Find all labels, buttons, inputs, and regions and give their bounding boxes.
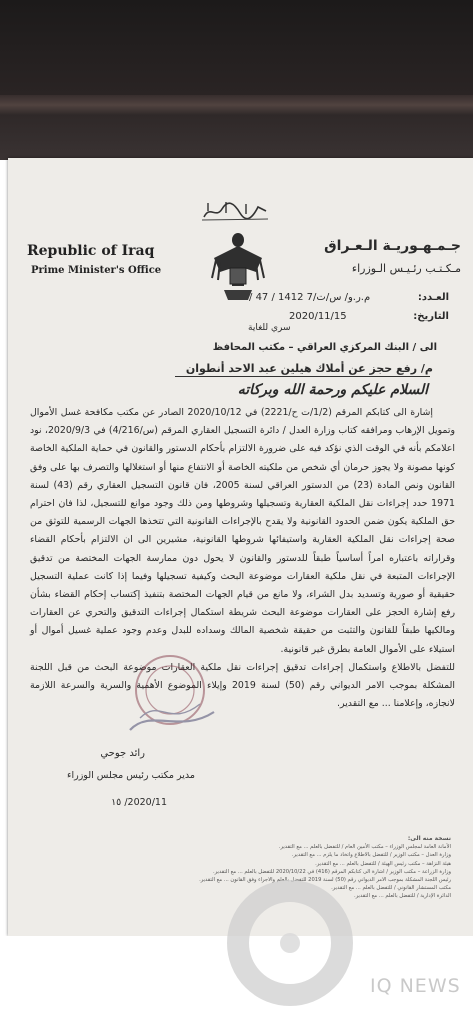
- copies-to-line: وزارة العدل – مكتب الوزير / للتفضل بالاطلاع واتخاذ ما يلزم ... مع التقدير.: [291, 852, 451, 859]
- reference-date-row: [249, 311, 449, 322]
- signature-date: 2020/11/ ١٥: [111, 797, 167, 808]
- header-office-ar: مـكـتـب رئـيـس الـوزراء: [351, 262, 461, 275]
- copies-to-heading: نسخة منه الى:: [407, 835, 451, 842]
- copies-to-line: وزارة الزراعة – مكتب الوزير / اشارة الى كتابكم المرقم (416) في 2020/10/22 للتفضل بالعلم ... مع التقدير.: [213, 868, 451, 875]
- header-country-en: Republic of Iraq: [27, 243, 155, 259]
- signatory-name: رائد جوحي: [100, 748, 145, 759]
- watermark-brand: IQ NEWS: [370, 975, 461, 997]
- reference-number-value: م.ر.و/ س/ت/7 1412 / 47 /: [249, 292, 371, 303]
- subject-line: م/ رفع حجز عن أملاك هيلين عبد الاحد أنطوان: [185, 362, 433, 375]
- copies-to-line: الأمانة العامة لمجلس الوزراء – مكتب الأمين العام / للتفضل بالعلم ... مع التقدير.: [278, 844, 451, 851]
- letter-body: [30, 404, 455, 713]
- addressee-line: الى / البنك المركزي العراقي – مكتب المحافظ: [212, 342, 437, 353]
- header-office-en: Prime Minister's Office: [31, 265, 162, 276]
- subject-underline: [175, 376, 430, 377]
- iq-news-logo-icon: [220, 873, 360, 1013]
- basmala-calligraphy: [200, 199, 270, 223]
- reference-date-label: التاريخ:: [413, 311, 449, 322]
- body-paragraph: إشارة الى كتابكم المرقم (1/2/ت ح/2221) في 2020/10/12 الصادر عن مكتب مكافحة غسل الأموال وتمويل الإرهاب ومرافقه كتاب وزارة العدل / دائرة التسجيل العقاري المرقم (س/4/216) في 2020/9/3، نود اعلامكم بأنه في الوقت الذي نؤكد فيه على ضرورة الالتزام بأحكام الدستور والقانون في حماية الملكية الخاصة كونها مصونة ولا يجوز حرمان أي شخص من ملكيته الخاصة أو الانتفاع منها أو استغلالها والتصرف بها على وفق القانون ونص المادة (23) من الدستور العراقي لسنة 2005، فان قانون التسجيل العقاري رقم (43) لسنة 1971 حدد إجراءات نقل الملكية العقارية وتسجيلها وشروطها ومن ذلك وجود موانع للتسجيل، لذا فان احترام حق الملكية يكون ضمن الحدود القانونية ولا يقدح بالإجراءات القانونية التي تتخذها الجهات الرسمية للتوثق من صحة إجراءات نقل الملكية العقارية واستيفائها شروطها القانونية، مشيرين الى ان الالتزام بأحكام القضاء وقراراته باعتباره امراً أساسياً طبقاً للدستور والقانون لا يحول دون ممارسة الجهات المختصة من تدقيق الإجراءات المتبعة في نقل ملكية العقارات موضوعة البحث وكيفية تسجيلها وفيما إذا كانت عملية التسجيل حقيقية أو صورية وتسديد بدل الشراء، ولا مانع من قيام الجهات المختصة بتنفيذ إكتساب إحكام القضاء بشأن رفع إشارة الحجز على العقارات موضوعة البحث شريطة استكمال إجراءات التدقيق والتحري عن العقارات ومالكيها طبقاً للقانون والتثبت من حقيقة شخصية المالك وسداده للبدل وعدم وجود عملية غسيل أموال أو استيلاء على الأموال العامة بطرق غير قانونية.: [30, 407, 455, 655]
- body-paragraph: للتفضل بالاطلاع واستكمال إجراءات تدقيق إجراءات نقل ملكية العقارات موضوعة البحث من قبل اللجنة المشكلة بموجب الامر الديواني رقم (50) لسنة 2019 وإيلاء الموضوع الأهمية والسرية والسرعة اللازمة لانجازه، وإعلامنا ... مع التقدير.: [30, 661, 455, 710]
- reference-date-value: 2020/11/15: [289, 311, 347, 322]
- reference-number-row: [249, 292, 449, 303]
- copies-to-line: هيئة النزاهة – مكتب رئيس الهيئة / للتفضل بالعلم ... مع التقدير.: [315, 860, 451, 867]
- photo-background-top: [0, 0, 473, 160]
- greeting-line: السلام عليكم ورحمة الله وبركاته: [237, 382, 428, 398]
- copies-to-line: مكتب المستشار القانوني / للتفضل بالعلم ... مع التقدير.: [331, 885, 451, 892]
- copies-to-line: الدائرة الإدارية / للتفضل بالعلم ... مع التقدير.: [354, 893, 451, 900]
- office-stamp: [110, 638, 230, 748]
- copies-to-line: رئيس اللجنة المشكلة بموجب الامر الديواني رقم (50) لسنة 2019 للتفضل بالعلم والاجراء وفق القانون ... مع التقدير.: [199, 877, 451, 884]
- classification-stamp: سري للغاية: [248, 323, 291, 333]
- header-country-ar: جـمـهـوريـة الـعـراق: [324, 238, 461, 254]
- signatory-title: مدير مكتب رئيس مجلس الوزراء: [67, 770, 195, 781]
- reference-number-label: العـدد:: [417, 292, 449, 303]
